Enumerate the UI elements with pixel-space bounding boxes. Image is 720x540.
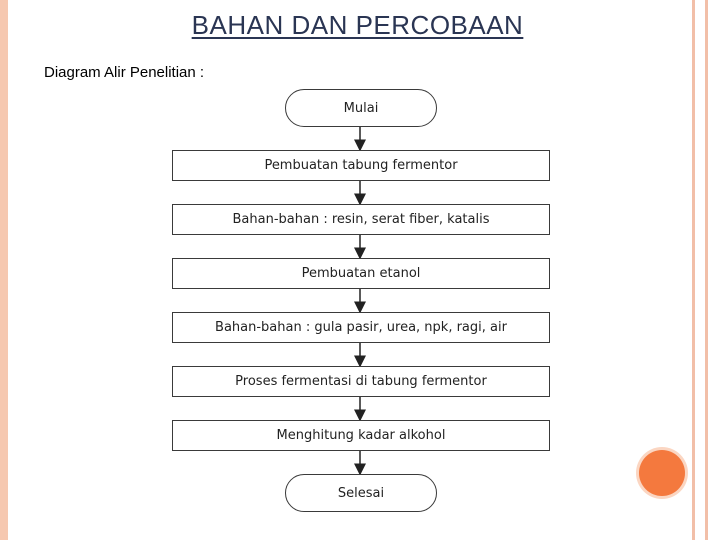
flow-step-3: Pembuatan etanol <box>172 258 550 289</box>
flow-step-6: Menghitung kadar alkohol <box>172 420 550 451</box>
flow-step-2: Bahan-bahan : resin, serat fiber, katalis <box>172 204 550 235</box>
accent-circle <box>639 450 685 496</box>
flow-step-4: Bahan-bahan : gula pasir, urea, npk, ragi, air <box>172 312 550 343</box>
flow-node-start: Mulai <box>285 89 437 127</box>
flow-step-5: Proses fermentasi di tabung fermentor <box>172 366 550 397</box>
flow-step-1: Pembuatan tabung fermentor <box>172 150 550 181</box>
slide-title: BAHAN DAN PERCOBAAN <box>191 10 524 40</box>
slide-subtitle: Diagram Alir Penelitian : <box>44 64 205 81</box>
flow-node-end: Selesai <box>285 474 437 512</box>
